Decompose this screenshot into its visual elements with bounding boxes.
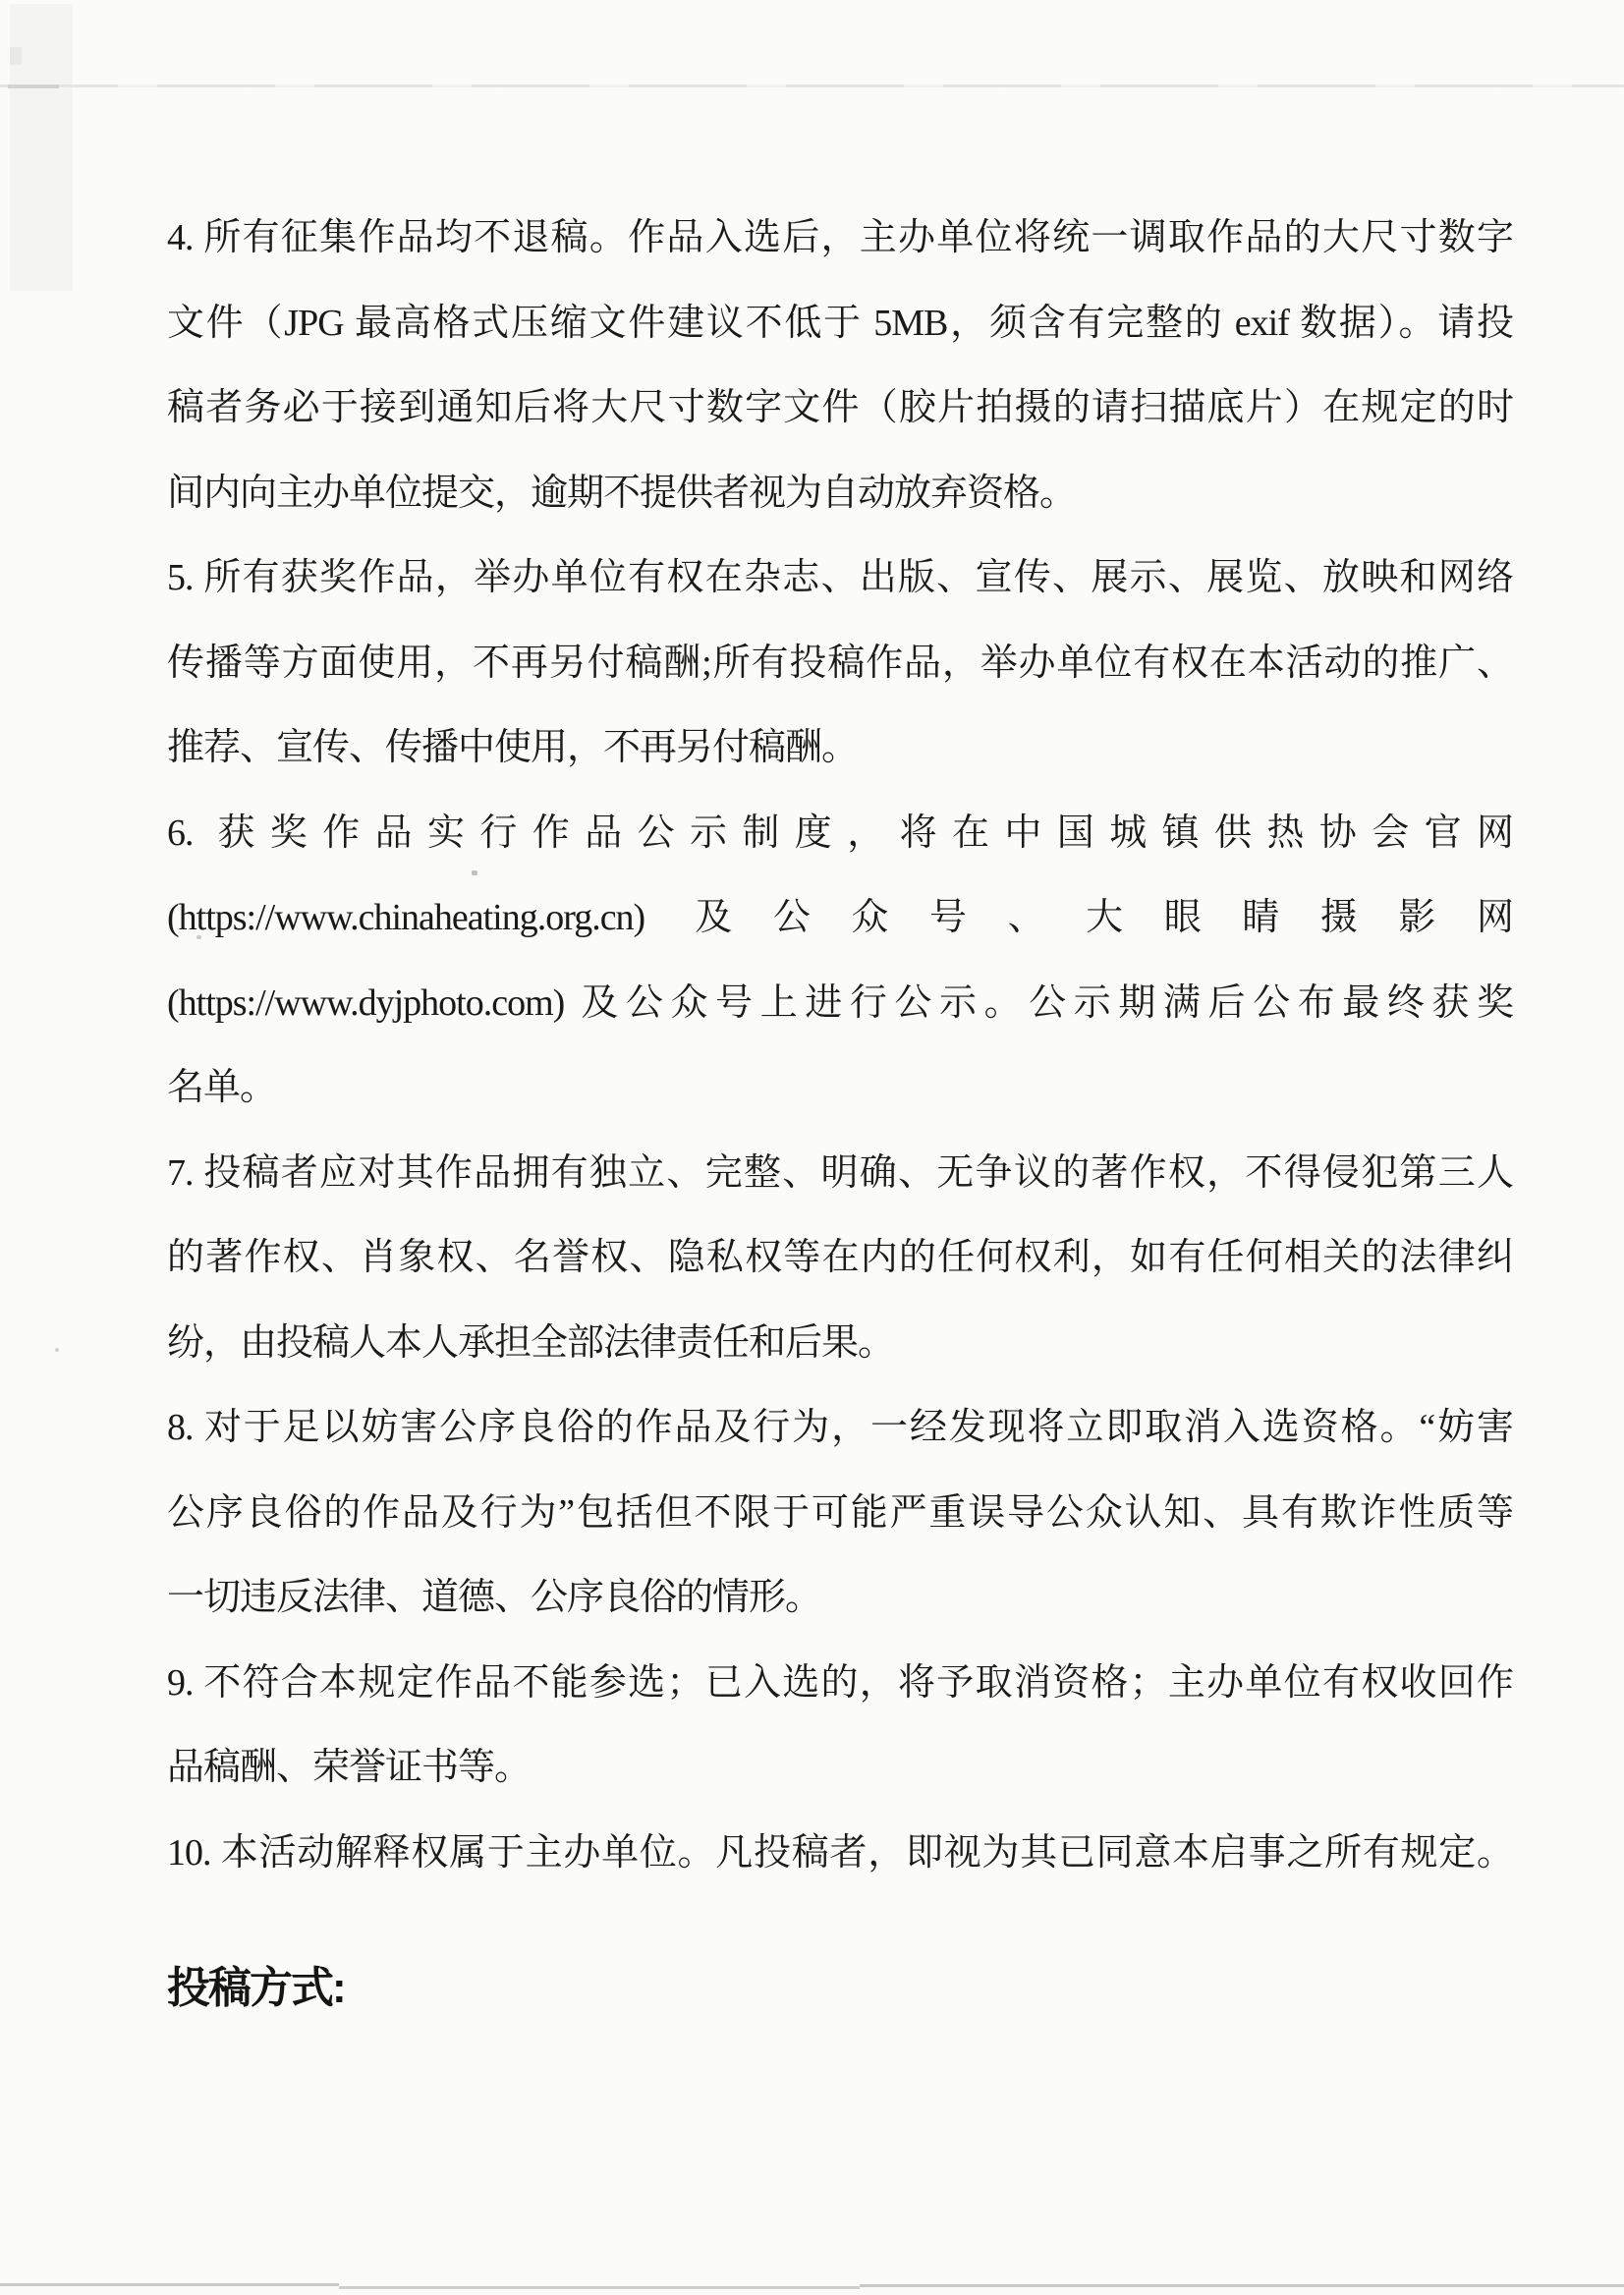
doc-line-item4-4: 间内向主办单位提交，逾期不提供者视为自动放弃资格。 bbox=[167, 472, 1077, 514]
doc-line-item5-2: 传播等方面使用，不再另付稿酬;所有投稿作品，举办单位有权在本活动的推广、 bbox=[167, 642, 1513, 684]
doc-line-item4-3: 稿者务必于接到通知后将大尺寸数字文件（胶片拍摄的请扫描底片）在规定的时 bbox=[167, 387, 1513, 428]
doc-line-item6-2: (https://www.chinaheating.org.cn) 及公众号、大眼睛摄影网 bbox=[167, 897, 1513, 938]
doc-line-item4-1: 4. 所有征集作品均不退稿。作品入选后，主办单位将统一调取作品的大尺寸数字 bbox=[167, 217, 1513, 258]
doc-line-item6-1: 6. 获奖作品实行作品公示制度，将在中国城镇供热协会官网 bbox=[167, 812, 1513, 854]
scan-line-top-dark-end bbox=[8, 84, 59, 88]
scan-speck bbox=[55, 1348, 59, 1352]
scan-line-top bbox=[0, 84, 1624, 87]
doc-line-item9-1: 9. 不符合本规定作品不能参选；已入选的，将予取消资格；主办单位有权收回作 bbox=[167, 1661, 1513, 1704]
doc-line-item5-3: 推荐、宣传、传播中使用，不再另付稿酬。 bbox=[167, 727, 859, 768]
paper-edge-bottom bbox=[339, 2286, 860, 2289]
doc-line-item4-2: 文件（JPG 最高格式压缩文件建议不低于 5MB，须含有完整的 exif 数据）。请投 bbox=[167, 302, 1513, 344]
section-heading-submission-method: 投稿方式: bbox=[167, 1964, 345, 2012]
document-body bbox=[167, 196, 1513, 1895]
doc-line-item5-1: 5. 所有获奖作品，举办单位有权在杂志、出版、宣传、展示、展览、放映和网络 bbox=[167, 557, 1513, 598]
doc-line-item8-3: 一切违反法律、道德、公序良俗的情形。 bbox=[167, 1577, 822, 1618]
doc-line-item10-1: 10. 本活动解释权属于主办单位。凡投稿者，即视为其已同意本启事之所有规定。 bbox=[167, 1831, 1513, 1874]
doc-line-item6-3: (https://www.dyjphoto.com) 及公众号上进行公示。公示期满后公布最终获奖 bbox=[167, 981, 1513, 1024]
doc-line-item6-4: 名单。 bbox=[167, 1067, 277, 1108]
doc-line-item7-2: 的著作权、肖象权、名誉权、隐私权等在内的任何权利，如有任何相关的法律纠 bbox=[167, 1237, 1513, 1278]
doc-line-item8-2: 公序良俗的作品及行为”包括但不限于可能严重误导公众认知、具有欺诈性质等 bbox=[167, 1491, 1513, 1534]
paper-edge-bottom bbox=[0, 2283, 339, 2286]
doc-line-item9-2: 品稿酬、荣誉证书等。 bbox=[167, 1747, 532, 1788]
doc-line-item7-1: 7. 投稿者应对其作品拥有独立、完整、明确、无争议的著作权，不得侵犯第三人 bbox=[167, 1151, 1513, 1194]
doc-line-item8-1: 8. 对于足以妨害公序良俗的作品及行为，一经发现将立即取消入选资格。“妨害 bbox=[167, 1407, 1513, 1448]
paper-edge-bottom bbox=[860, 2284, 1624, 2287]
doc-line-item7-3: 纷，由投稿人本人承担全部法律责任和后果。 bbox=[167, 1321, 895, 1364]
scan-shading-notch bbox=[10, 47, 22, 65]
